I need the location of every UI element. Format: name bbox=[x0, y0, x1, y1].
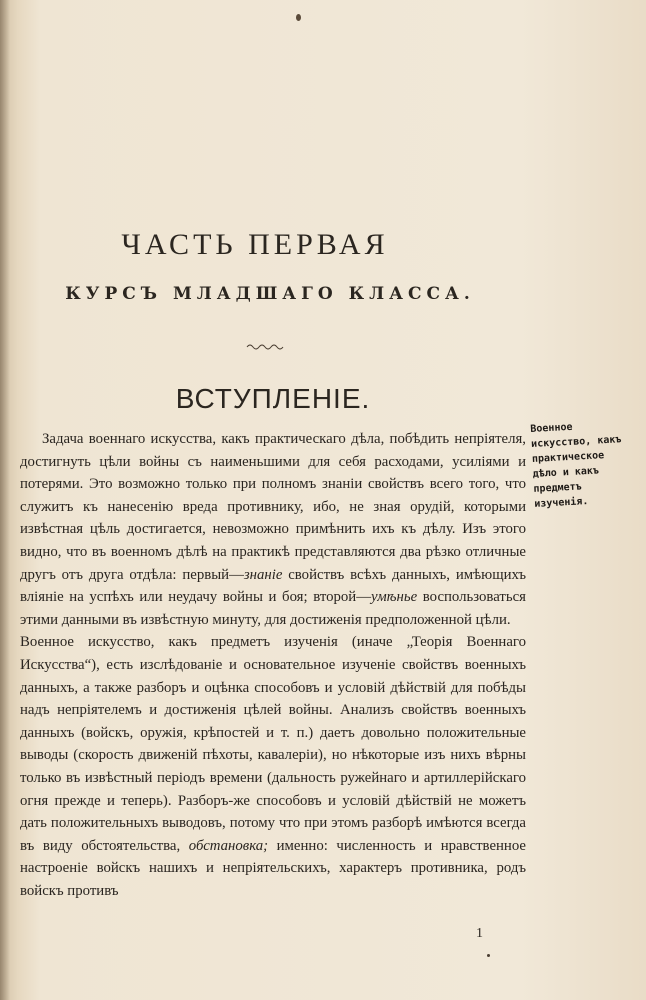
emphasis-situation: обстановка; bbox=[188, 837, 269, 854]
ornament-divider bbox=[246, 342, 284, 350]
paragraph-2-part-1: Военное искусство, какъ предметъ изученія (иначе „Теорія Военнаго Искусства“), есть изслѣдованіе и основательное изученіе свойствъ военныхъ данныхъ, а также разборъ и оцѣнка способовъ и условій дѣйствій для побѣды надъ непріятелемъ и достиженія цѣлей войны. Анализъ свойствъ военныхъ данныхъ (войскъ, оружія, крѣпостей и т. п.) даетъ довольно положительные выводы (скорость движеній пѣхоты, кавалеріи), но нѣкоторые изъ нихъ вѣрны только въ извѣстный періодъ времени (дальность ружейнаго и артиллерійскаго огня прежде и теперь). Разборъ-же способовъ и условій дѣйствій не можетъ дать положительныхъ выводовъ, потому что при этомъ разборѣ имѣются всегда въ виду обстоятельства, bbox=[20, 634, 526, 854]
book-spine-shadow bbox=[0, 0, 10, 1000]
paragraph-1-part-3: воспользоваться этими данными въ извѣстную минуту, для достиженія предположенной цѣли. bbox=[20, 589, 526, 628]
section-title: ВСТУПЛЕНІЕ. bbox=[175, 383, 371, 414]
course-title: КУРСЪ МЛАДШАГО КЛАССА. bbox=[65, 284, 475, 304]
emphasis-knowledge: знаніе bbox=[243, 566, 283, 583]
page-number: 1 bbox=[476, 926, 483, 941]
paragraph-2 bbox=[20, 631, 526, 902]
paragraph-1-part-2: свойствъ всѣхъ данныхъ, имѣющихъ вліяніе на успѣхъ или неудачу войны и боя; второй— bbox=[20, 566, 526, 606]
emphasis-skill: умѣнье bbox=[371, 589, 418, 606]
marginal-note: Военное искусство, какъ практическое дѣло и какъ предметъ изученія. bbox=[530, 421, 622, 510]
body-text bbox=[20, 428, 526, 902]
part-title: ЧАСТЬ ПЕРВАЯ bbox=[121, 228, 389, 261]
print-mark bbox=[296, 14, 301, 21]
paragraph-1-part-1: Задача военнаго искусства, какъ практическаго дѣла, побѣдить непріятеля, достигнуть цѣли войны съ наименьшими для себя расходами, усиліями и потерями. Это возможно только при полномъ знаніи свойствъ всего того, что служитъ къ нанесенію вреда противнику, ибо, не зная орудій, которыми извѣстная цѣль достигается, невозможно примѣнить ихъ къ дѣлу. Изъ этого видно, что въ военномъ дѣлѣ на практикѣ представляются два рѣзко отличные другъ отъ друга отдѣла: первый— bbox=[20, 431, 526, 583]
paragraph-2-part-2: именно: численность и нравственное настроеніе войскъ нашихъ и непріятельскихъ, характеръ противника, родъ войскъ противъ bbox=[20, 837, 526, 899]
paragraph-1 bbox=[20, 428, 526, 631]
print-mark-bottom bbox=[487, 954, 490, 957]
